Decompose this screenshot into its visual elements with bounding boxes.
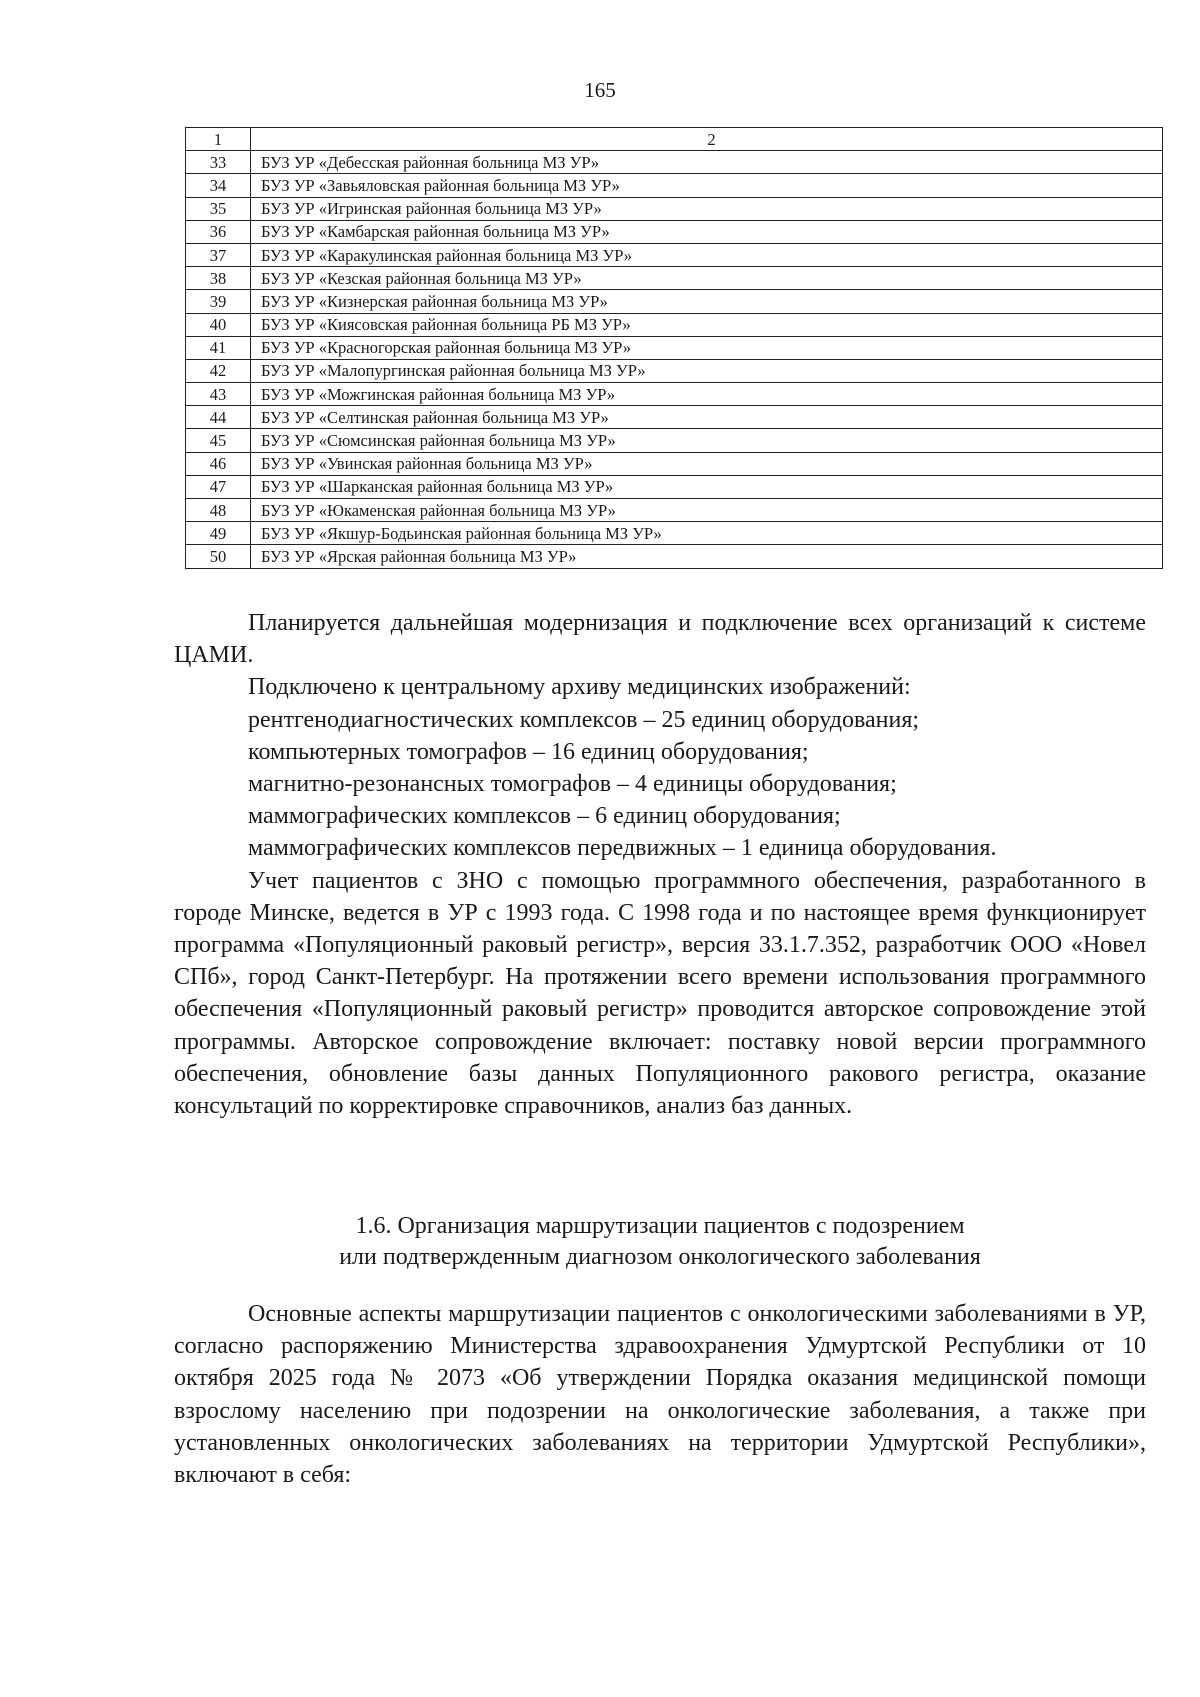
organization-name-cell: БУЗ УР «Кезская районная больница МЗ УР» [251, 267, 1163, 290]
row-number-cell: 43 [186, 383, 251, 406]
row-number-cell: 39 [186, 290, 251, 313]
table-row [186, 197, 1163, 220]
table-body [186, 151, 1163, 568]
organization-name-cell: БУЗ УР «Селтинская районная больница МЗ УР» [251, 406, 1163, 429]
table-row [186, 429, 1163, 452]
row-number-cell: 33 [186, 151, 251, 174]
table-row [186, 359, 1163, 382]
row-number-cell: 42 [186, 359, 251, 382]
row-number-cell: 49 [186, 522, 251, 545]
table-row [186, 267, 1163, 290]
table-row [186, 406, 1163, 429]
row-number-cell: 36 [186, 220, 251, 243]
organization-name-cell: БУЗ УР «Киясовская районная больница РБ МЗ УР» [251, 313, 1163, 336]
page-number: 165 [584, 78, 616, 102]
table-row [186, 174, 1163, 197]
paragraph-connected-intro: Подключено к центральному архиву медицинских изображений: [248, 674, 911, 701]
section-heading-line-1: 1.6. Организация маршрутизации пациентов с подозрением [355, 1213, 965, 1239]
table-row [186, 475, 1163, 498]
paragraph-routing-aspects: Основные аспекты маршрутизации пациентов с онкологическими заболеваниями в УР, согласно распоряжению Министерства здравоохранения Удмуртской Республики от 10 октября 2025 года № 2073 «Об утверждении Порядка оказания медицинской помощи взрослому населению при подозрении на онкологические заболевания, а также при установленных онкологических заболеваниях на территории Удмуртской Республики», включают в себя: [174, 1301, 1146, 1489]
organization-name-cell: БУЗ УР «Увинская районная больница МЗ УР» [251, 452, 1163, 475]
section-heading-line-2: или подтвержденным диагнозом онкологического заболевания [339, 1244, 981, 1270]
table-row [186, 522, 1163, 545]
row-number-cell: 47 [186, 475, 251, 498]
body-text [174, 607, 1146, 1122]
list-item: компьютерных томографов – 16 единиц оборудования; [248, 738, 809, 765]
paragraph-modernization: Планируется дальнейшая модернизация и подключение всех организаций к системе ЦАМИ. [174, 610, 1146, 669]
row-number-cell: 41 [186, 336, 251, 359]
row-number-cell: 45 [186, 429, 251, 452]
table-row [186, 499, 1163, 522]
row-number-cell: 46 [186, 452, 251, 475]
table-row [186, 313, 1163, 336]
table-header-row [186, 128, 1163, 151]
organization-name-cell: БУЗ УР «Игринская районная больница МЗ УР» [251, 197, 1163, 220]
row-number-cell: 37 [186, 243, 251, 266]
column-header-name: 2 [251, 128, 1163, 151]
column-header-number: 1 [186, 128, 251, 151]
organization-name-cell: БУЗ УР «Юкаменская районная больница МЗ УР» [251, 499, 1163, 522]
table-row [186, 336, 1163, 359]
table-row [186, 220, 1163, 243]
row-number-cell: 40 [186, 313, 251, 336]
row-number-cell: 50 [186, 545, 251, 568]
table-row [186, 383, 1163, 406]
list-item: магнитно-резонансных томографов – 4 единицы оборудования; [248, 771, 897, 798]
paragraph-cancer-registry: Учет пациентов с ЗНО с помощью программного обеспечения, разработанного в городе Минске, ведется в УР с 1993 года. С 1998 года и по настоящее время функционирует программа «Популяционный раковый регистр», версия 33.1.7.352, разработчик ООО «Новел СПб», город Санкт-Петербург. На протяжении всего времени использования программного обеспечения «Популяционный раковый регистр» проводится авторское сопровождение этой программы. Авторское сопровождение включает: поставку новой версии программного обеспечения, обновление базы данных Популяционного ракового регистра, оказание консультаций по корректировке справочников, анализ баз данных. [174, 867, 1146, 1120]
organization-name-cell: БУЗ УР «Дебесская районная больница МЗ УР» [251, 151, 1163, 174]
table-row [186, 151, 1163, 174]
organization-name-cell: БУЗ УР «Каракулинская районная больница МЗ УР» [251, 243, 1163, 266]
organization-name-cell: БУЗ УР «Красногорская районная больница МЗ УР» [251, 336, 1163, 359]
row-number-cell: 34 [186, 174, 251, 197]
organization-name-cell: БУЗ УР «Сюмсинская районная больница МЗ УР» [251, 429, 1163, 452]
row-number-cell: 44 [186, 406, 251, 429]
organization-name-cell: БУЗ УР «Завьяловская районная больница МЗ УР» [251, 174, 1163, 197]
table-row [186, 545, 1163, 568]
row-number-cell: 38 [186, 267, 251, 290]
section-heading [174, 1211, 1146, 1273]
table-row [186, 290, 1163, 313]
list-item: маммографических комплексов – 6 единиц оборудования; [248, 803, 841, 830]
table-row [186, 243, 1163, 266]
organization-name-cell: БУЗ УР «Камбарская районная больница МЗ УР» [251, 220, 1163, 243]
section-body-text [174, 1298, 1146, 1491]
row-number-cell: 35 [186, 197, 251, 220]
table-row [186, 452, 1163, 475]
list-item: маммографических комплексов передвижных – 1 единица оборудования. [248, 835, 997, 862]
organization-name-cell: БУЗ УР «Шарканская районная больница МЗ УР» [251, 475, 1163, 498]
row-number-cell: 48 [186, 499, 251, 522]
organization-name-cell: БУЗ УР «Якшур-Бодьинская районная больница МЗ УР» [251, 522, 1163, 545]
list-item: рентгенодиагностических комплексов – 25 единиц оборудования; [248, 706, 920, 733]
organization-name-cell: БУЗ УР «Можгинская районная больница МЗ УР» [251, 383, 1163, 406]
organizations-table [185, 127, 1163, 569]
organization-name-cell: БУЗ УР «Малопургинская районная больница МЗ УР» [251, 359, 1163, 382]
organization-name-cell: БУЗ УР «Кизнерская районная больница МЗ УР» [251, 290, 1163, 313]
organization-name-cell: БУЗ УР «Ярская районная больница МЗ УР» [251, 545, 1163, 568]
